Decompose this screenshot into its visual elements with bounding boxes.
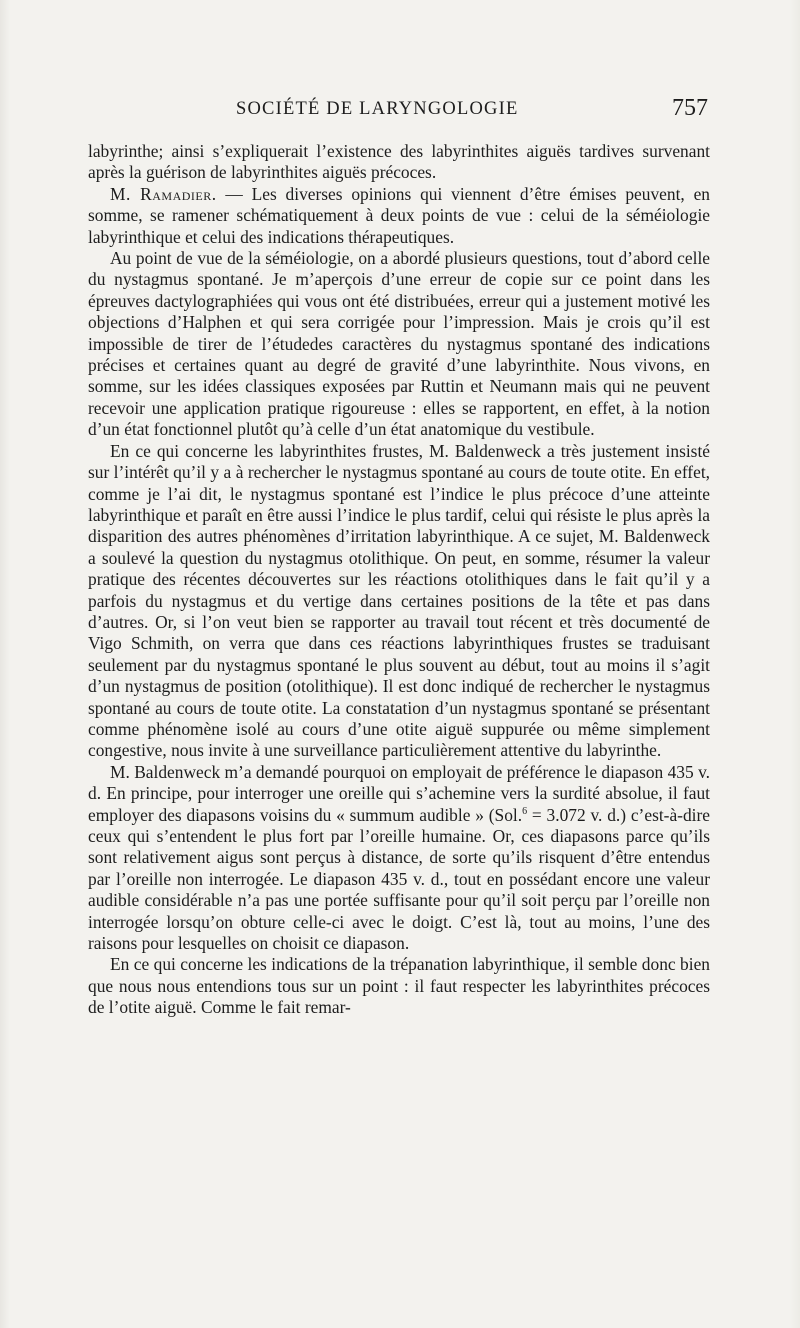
- paragraph-1: labyrinthe; ainsi s’expliquerait l’existence des labyrinthites aiguës tardives survenant après la guérison de labyrinthites aiguës précoces.: [88, 141, 710, 183]
- paragraph-5-text-b: = 3.072 v. d.) c’est-à-dire ceux qui s’entendent le plus fort par l’oreille humaine. Or, ces diapasons parce qu’ils sont relativement aigus sont perçus à distance, de sorte qu’ils risquent d’être entendus par l’oreille non interrogée. Le diapason 435 v. d., tout en possédant encore une valeur audible considérable n’a pas une portée suffisante pour qu’il soit perçu par l’oreille non interrogée lorsqu’on obture celle-ci avec le doigt. C’est là, tout au moins, l’une des raisons pour lesquelles on choisit ce diapason.: [88, 804, 711, 954]
- paragraph-2-text: — Les diverses opinions qui viennent d’être émises peuvent, en somme, se ramener schématiquement à deux points de vue : celui de la séméiologie labyrinthique et celui des indications thérapeutiques.: [88, 183, 710, 247]
- running-head: [0, 96, 800, 124]
- paragraph-3: Au point de vue de la séméiologie, on a abordé plusieurs questions, tout d’abord celle du nystagmus spontané. Je m’aperçois d’une erreur de copie sur ce point dans les épreuves dactylographiées qui vous ont été distribuées, erreur qui a justement motivé les objections d’Halphen et qui sera corrigée pour l’impression. Mais je crois qu’il est impossible de tirer de l’étudedes caractères du nystagmus spontané des indications précises et certaines quant au degré de gravité d’une labyrinthite. Nous vivons, en somme, sur les idées classiques exposées par Ruttin et Neumann mais qui ne peuvent recevoir une application pratique rigoureuse : elles se rapportent, en effet, à la notion d’un état fonctionnel plutôt qu’à celle d’un état anatomique du vestibule.: [88, 248, 710, 440]
- paragraph-4: En ce qui concerne les labyrinthites frustes, M. Baldenweck a très justement insisté sur l’intérêt qu’il y a à rechercher le nystagmus spontané au cours de toute otite. En effet, comme je l’ai dit, le nystagmus spontané est l’indice le plus précoce d’une atteinte labyrinthique et paraît en être aussi l’indice le plus tardif, celui qui résiste le plus après la disparition des autres phénomènes d’irritation labyrinthique. A ce sujet, M. Baldenweck a soulevé la question du nystagmus otolithique. On peut, en somme, résumer la valeur pratique des récentes découvertes sur les réactions otolithiques dans le fait qu’il y a parfois du nystagmus et du vertige dans certaines positions de la tête et pas dans d’autres. Or, si l’on veut bien se rapporter au travail tout récent et très documenté de Vigo Schmith, on verra que dans ces réactions labyrinthiques frustes se traduisant seulement par du nystagmus spontané le plus souvent au début, tout au moins il s’agit d’un nystagmus de position (otolithique). Il est donc indiqué de rechercher le nystagmus spontané au cours de toute otite. La constatation d’un nystagmus spontané se présentant comme phénomène isolé au cours d’une otite aiguë suppurée ou même simplement congestive, nous invite à une surveillance particulièrement attentive du labyrinthe.: [88, 440, 710, 761]
- body-text: [88, 141, 710, 1291]
- page-number: 757: [672, 95, 708, 121]
- paragraph-6: En ce qui concerne les indications de la trépanation labyrinthique, il semble donc bien que nous nous entendions tous sur un point : il faut respecter les labyrinthites précoces de l’otite aiguë. Comme le fait remar-: [88, 954, 710, 1018]
- paragraph-5-text-a: M. Baldenweck m’a demandé pourquoi on employait de préférence le diapason 435 v. d. En principe, pour interroger une oreille qui s’achemine vers la surdité absolue, il faut employer des diapasons voisins du « summum audible » (Sol.: [88, 761, 710, 825]
- paragraph-2: [88, 184, 710, 248]
- octave-superscript: 6: [522, 805, 528, 817]
- running-title: SOCIÉTÉ DE LARYNGOLOGIE: [236, 99, 519, 119]
- speaker-name: M. Ramadier.: [110, 183, 217, 204]
- paragraph-5: [88, 762, 710, 955]
